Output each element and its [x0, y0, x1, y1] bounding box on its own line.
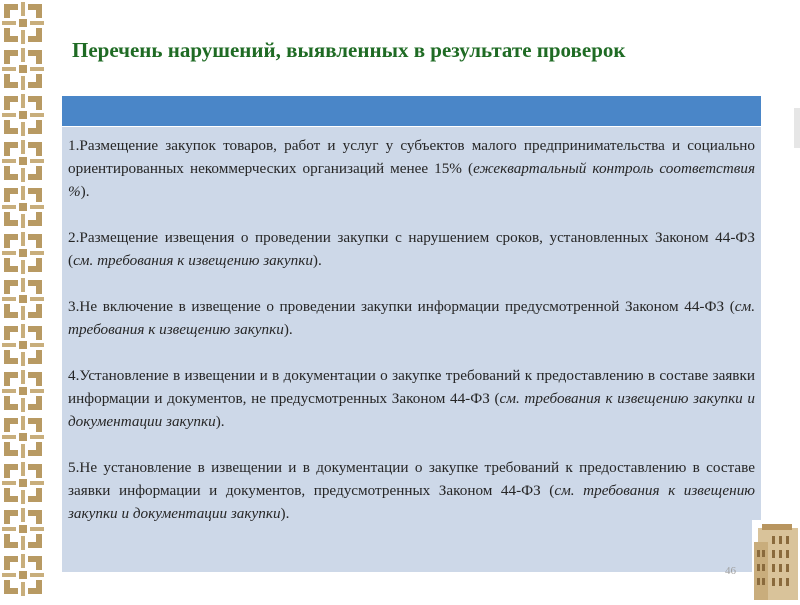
building-image [752, 520, 800, 600]
item-note: см. требования к извещению закупки [68, 298, 755, 338]
item-end: ). [215, 413, 225, 430]
item-note: см. требования к извещению закупки и документации закупки [68, 482, 755, 522]
side-tab [794, 108, 800, 148]
item-text: 1.Размещение закупок товаров, работ и услуг у субъектов малого предпринимательства и социально ориентированных некоммерческих организаций менее 15% ( [68, 137, 755, 177]
violations-table [62, 96, 761, 572]
violation-item-1 [68, 134, 755, 203]
slide-title: Перечень нарушений, выявленных в результате проверок [72, 38, 626, 62]
item-end: ). [283, 321, 293, 338]
table-header [62, 96, 761, 126]
item-note: ежеквартальный контроль соответствия % [68, 160, 756, 200]
item-note: см. требования к извещению закупки и документации закупки [68, 390, 755, 430]
violation-item-4 [68, 364, 755, 433]
item-note: см. требования к извещению закупки [73, 252, 313, 269]
building-icon [752, 520, 800, 600]
item-text: 2.Размещение извещения о проведении закупки с нарушением сроков, установленных Законом 44-ФЗ ( [68, 229, 755, 269]
violation-item-5 [68, 456, 755, 525]
violation-item-2 [68, 226, 755, 272]
item-end: ). [280, 505, 290, 522]
page-number: 46 [725, 565, 736, 577]
item-end: ). [312, 252, 322, 269]
violation-item-3 [68, 295, 755, 341]
item-text: 3.Не включение в извещение о проведении закупки информации предусмотренной Законом 44-ФЗ ( [68, 298, 735, 315]
ornament-pattern-icon [0, 0, 46, 600]
item-text: 4.Установление в извещении и в документации о закупке требований к предоставлению в составе заявки информации и документов, не предусмотренных Законом 44-ФЗ ( [68, 367, 755, 407]
item-end: ). [80, 183, 90, 200]
item-text: 5.Не установление в извещении и в документации о закупке требований к предоставлению в составе заявки информации и документов, предусмотренных Законом 44-ФЗ ( [68, 459, 755, 499]
ornament-border [0, 0, 46, 600]
table-body [62, 126, 761, 572]
